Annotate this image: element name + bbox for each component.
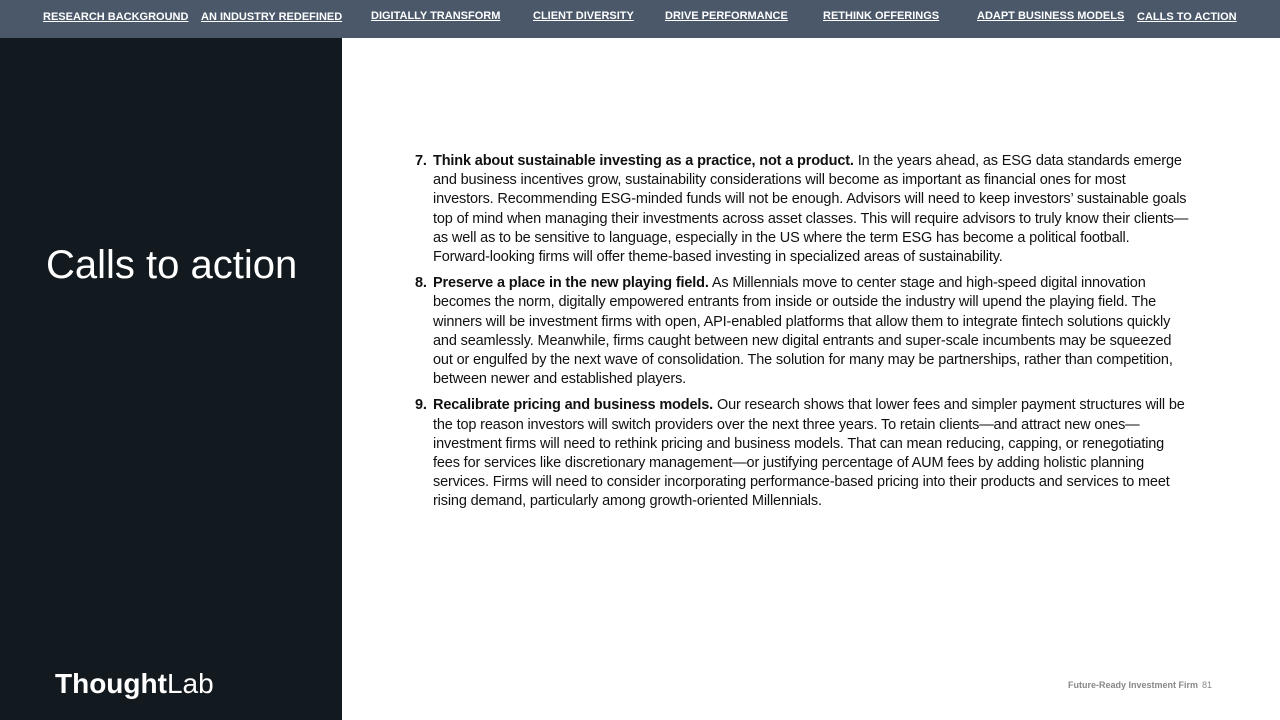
section-sidebar [0, 38, 342, 720]
list-item [415, 274, 1190, 389]
nav-link-digitally-transform[interactable]: DIGITALLY TRANSFORM [371, 10, 501, 22]
nav-link-adapt-business-models[interactable]: ADAPT BUSINESS MODELS [977, 10, 1125, 22]
nav-link-an-industry-redefined[interactable]: AN INDUSTRY REDEFINED [201, 11, 343, 23]
list-item [415, 152, 1190, 267]
top-navigation-bar [0, 0, 1280, 38]
item-number: 8. [415, 275, 427, 292]
item-number: 9. [415, 397, 427, 414]
item-heading: Recalibrate pricing and business models. [433, 397, 714, 414]
item-body: In the years ahead, as ESG data standards emerge and business incentives grow, sustainability considerations will become as important as financial ones for most investors. Recommending ESG-minded funds will not be enough. Advisors will need to keep investors’ sustainable goals top of mind when managing their investments across asset classes. This will require advisors to truly know their clients—as well as to be sensitive to language, especially in the US where the term ESG has become a political football. Forward-looking firms will offer theme-based investing in specialized areas of sustainability. [433, 153, 1189, 266]
nav-link-client-diversity[interactable]: CLIENT DIVERSITY [533, 10, 634, 22]
item-heading: Preserve a place in the new playing field. [433, 275, 709, 292]
item-body: Our research shows that lower fees and simpler payment structures will be the top reason investors will switch providers over the next three years. To retain clients—and attract new ones—investment firms will need to rethink pricing and business models. That can mean reducing, capping, or renegotiating fees for services like discretionary management—or justifying percentage of AUM fees by adding holistic planning services. Firms will need to consider incorporating performance-based pricing into their products and services to meet rising demand, particularly among growth-oriented Millennials. [433, 397, 1185, 510]
footer-report-title: Future-Ready Investment Firm [1068, 680, 1199, 690]
list-item [415, 396, 1190, 511]
nav-link-rethink-offerings[interactable]: RETHINK OFFERINGS [823, 10, 940, 22]
item-number: 7. [415, 153, 427, 169]
nav-link-research-background[interactable]: RESEARCH BACKGROUND [43, 11, 189, 23]
calls-to-action-list [415, 152, 1190, 519]
thoughtlab-logo [55, 668, 214, 700]
logo-bold-part: Thought [55, 668, 167, 699]
page-footer [1068, 680, 1212, 690]
item-body: As Millennials move to center stage and high-speed digital innovation becomes the norm, digitally empowered entrants from inside or outside the industry will upend the playing field. The winners will be investment firms with open, API-enabled platforms that allow them to integrate fintech solutions quickly and seamlessly. Meanwhile, firms caught between new digital entrants and super-scale incumbents may be squeezed out or engulfed by the next wave of consolidation. The solution for many may be partnerships, rather than competition, between newer and established players. [433, 275, 1173, 388]
page-number: 81 [1202, 680, 1213, 690]
nav-link-calls-to-action[interactable]: CALLS TO ACTION [1137, 11, 1237, 23]
logo-light-part: Lab [166, 668, 214, 699]
section-title: Calls to action [46, 243, 298, 287]
item-heading: Think about sustainable investing as a practice, not a product. [433, 153, 854, 169]
nav-link-drive-performance[interactable]: DRIVE PERFORMANCE [665, 10, 788, 22]
